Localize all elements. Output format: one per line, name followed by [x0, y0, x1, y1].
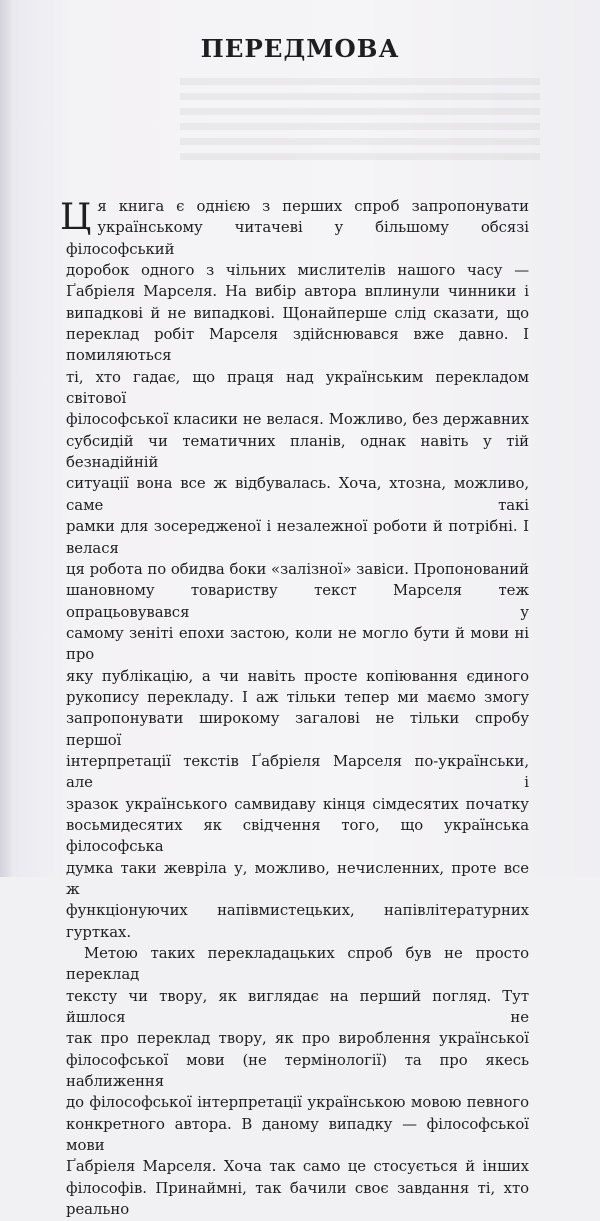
text-line: субсидій чи тематичних планів, однак навіть у тій безнадійній	[66, 431, 529, 472]
text-line: ті, хто гадає, що праця над українським перекладом світової	[66, 367, 529, 408]
text-line: Метою таких перекладацьких спроб був не просто переклад	[66, 944, 529, 984]
text-line: філософської класики не велася. Можливо, без державних	[66, 410, 529, 429]
text-line: яку публікацію, а чи навіть просте копіювання єдиного	[66, 666, 529, 685]
page-spine-shadow	[0, 0, 14, 877]
text-line: ця робота по обидва боки «залізної» завіси. Пропонований	[66, 559, 529, 578]
drop-cap: Ц	[60, 197, 92, 238]
text-line: ситуації вона все ж відбувалась. Хоча, хтозна, можливо, саме такі	[66, 474, 529, 514]
page-title: ПЕРЕДМОВА	[200, 34, 400, 63]
text-line: Ґабріеля Марселя. Хоча так само це стосується й інших	[66, 1157, 529, 1176]
text-line: функціонуючих напівмистецьких, напівлітературних гуртках.	[66, 901, 529, 941]
text-line: переклад робіт Марселя здійснювався вже давно. І помиляються	[66, 325, 529, 365]
text-line: запропонувати широкому загалові не тільки спробу першої	[66, 709, 529, 749]
text-line: самому зеніті епохи застою, коли не могло бути й мови ні про	[66, 623, 529, 664]
text-line: до філософської інтерпретації українською мовою певного	[66, 1093, 529, 1112]
text-line: восьмидесятих як свідчення того, що українська філософська	[66, 815, 529, 856]
text-line: конкретного автора. В даному випадку — філософської мови	[66, 1114, 529, 1155]
text-line: випадкові й не випадкові. Щонайперше слід сказати, що	[66, 303, 529, 322]
text-line: філософської мови (не термінології) та про якесь наближення	[66, 1050, 529, 1091]
text-line: так про переклад твору, як про вироблення української	[66, 1029, 529, 1048]
text-line: рукопису перекладу. І аж тільки тепер ми маємо змогу	[66, 687, 529, 706]
text-line: Ґабріеля Марселя. На вибір автора вплинули чинники і	[66, 282, 529, 301]
text-line: зразок українського самвидаву кінця сімдесятих початку	[66, 794, 529, 813]
text-line: рамки для зосередженої і незалежної роботи й потрібні. І велася	[66, 517, 529, 557]
preface-body	[60, 196, 529, 1221]
text-line: думка таки жевріла у, можливо, нечисленних, проте все ж	[66, 858, 529, 898]
text-line: філософів. Принаймні, так бачили своє завдання ті, хто реально	[66, 1178, 529, 1219]
text-line: інтерпретації текстів Ґабріеля Марселя по-українськи, але і	[66, 751, 529, 792]
text-line: доробок одного з чільних мислителів нашого часу —	[66, 261, 529, 280]
text-line: я книга є однією з перших спроб запропонувати	[97, 197, 529, 215]
bleed-through-text	[180, 78, 540, 168]
text-lines	[66, 196, 529, 1221]
text-line: шановному товариству текст Марселя теж опрацьовувався у	[66, 581, 529, 621]
text-line: українському читачеві у більшому обсязі філософський	[66, 218, 529, 258]
text-line: тексту чи твору, як виглядає на перший погляд. Тут йшлося не	[66, 986, 529, 1027]
